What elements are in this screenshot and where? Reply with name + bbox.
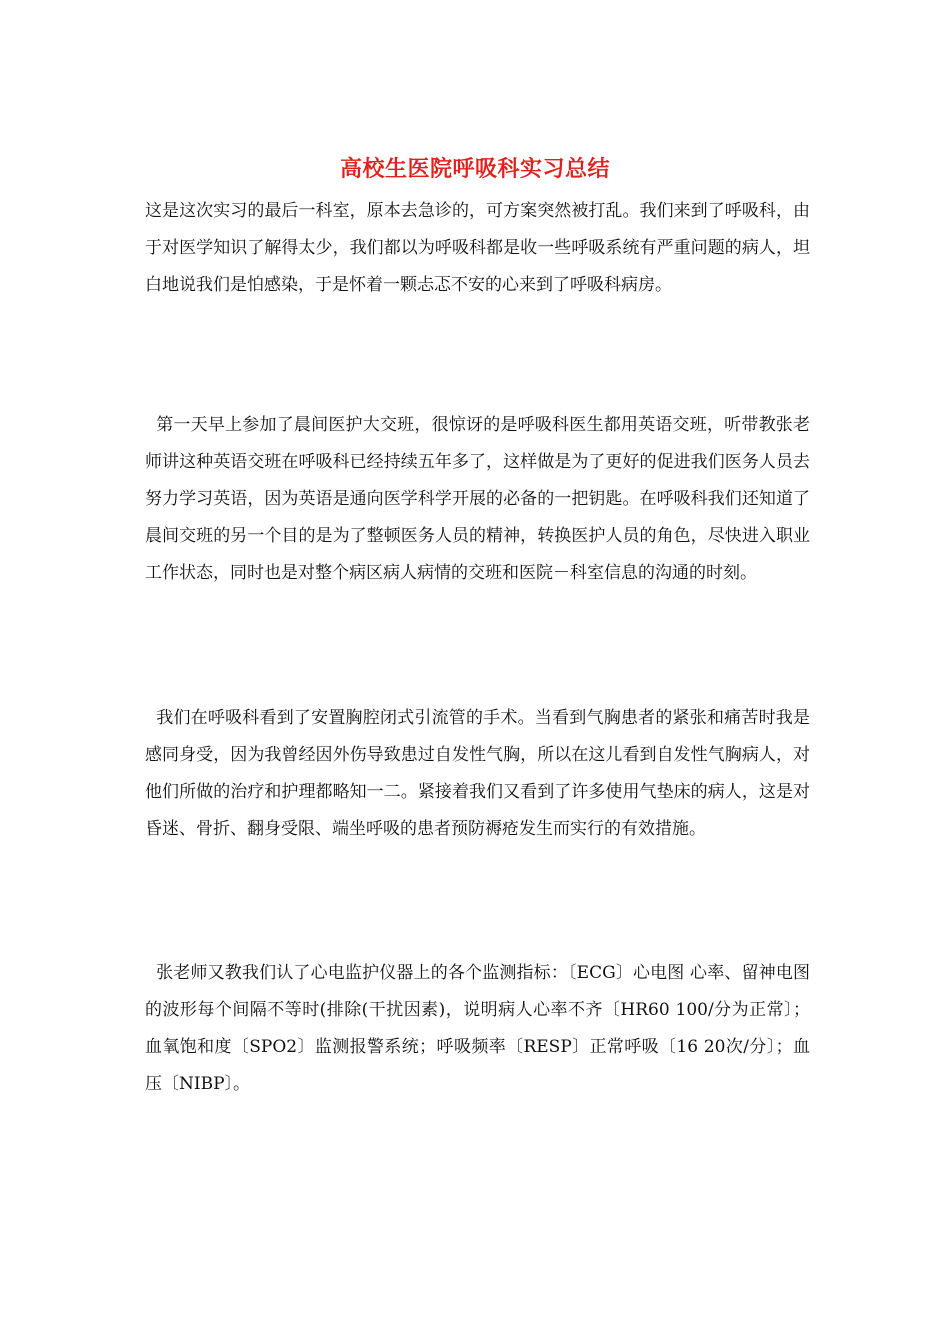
paragraph-3: 我们在呼吸科看到了安置胸腔闭式引流管的手术。当看到气胸患者的紧张和痛苦时我是感同身受，因为我曾经因外伤导致患过自发性气胸，所以在这儿看到自发性气胸病人，对他们所做的治疗和护理都略知一二。紧接着我们又看到了许多使用气垫床的病人，这是对昏迷、骨折、翻身受限、端坐呼吸的患者预防褥疮发生而实行的有效措施。 bbox=[145, 708, 811, 839]
paragraph-2: 第一天早上参加了晨间医护大交班，很惊讶的是呼吸科医生都用英语交班，听带教张老师讲这种英语交班在呼吸科已经持续五年多了，这样做是为了更好的促进我们医务人员去努力学习英语，因为英语是通向医学科学开展的必备的一把钥匙。在呼吸科我们还知道了晨间交班的另一个目的是为了整顿医务人员的精神，转换医护人员的角色，尽快进入职业工作状态，同时也是对整个病区病人病情的交班和医院－科室信息的沟通的时刻。 bbox=[145, 415, 811, 583]
paragraph-4: 张老师又教我们认了心电监护仪器上的各个监测指标：〔ECG〕心电图 心率、留神电图的波形每个间隔不等时(排除(干扰因素)，说明病人心率不齐〔HR60 100/分为正常〕；血氧饱和度〔SPO2〕监测报警系统；呼吸频率〔RESP〕正常呼吸〔16 20次/分〕；血压〔NIBP〕。 bbox=[145, 963, 810, 1094]
paragraph-1: 这是这次实习的最后一科室，原本去急诊的，可方案突然被打乱。我们来到了呼吸科，由于对医学知识了解得太少，我们都以为呼吸科都是收一些呼吸系统有严重问题的病人，坦白地说我们是怕感染，于是怀着一颗忐忑不安的心来到了呼吸科病房。 bbox=[145, 201, 810, 295]
document-title: 高校生医院呼吸科实习总结 bbox=[339, 156, 610, 182]
